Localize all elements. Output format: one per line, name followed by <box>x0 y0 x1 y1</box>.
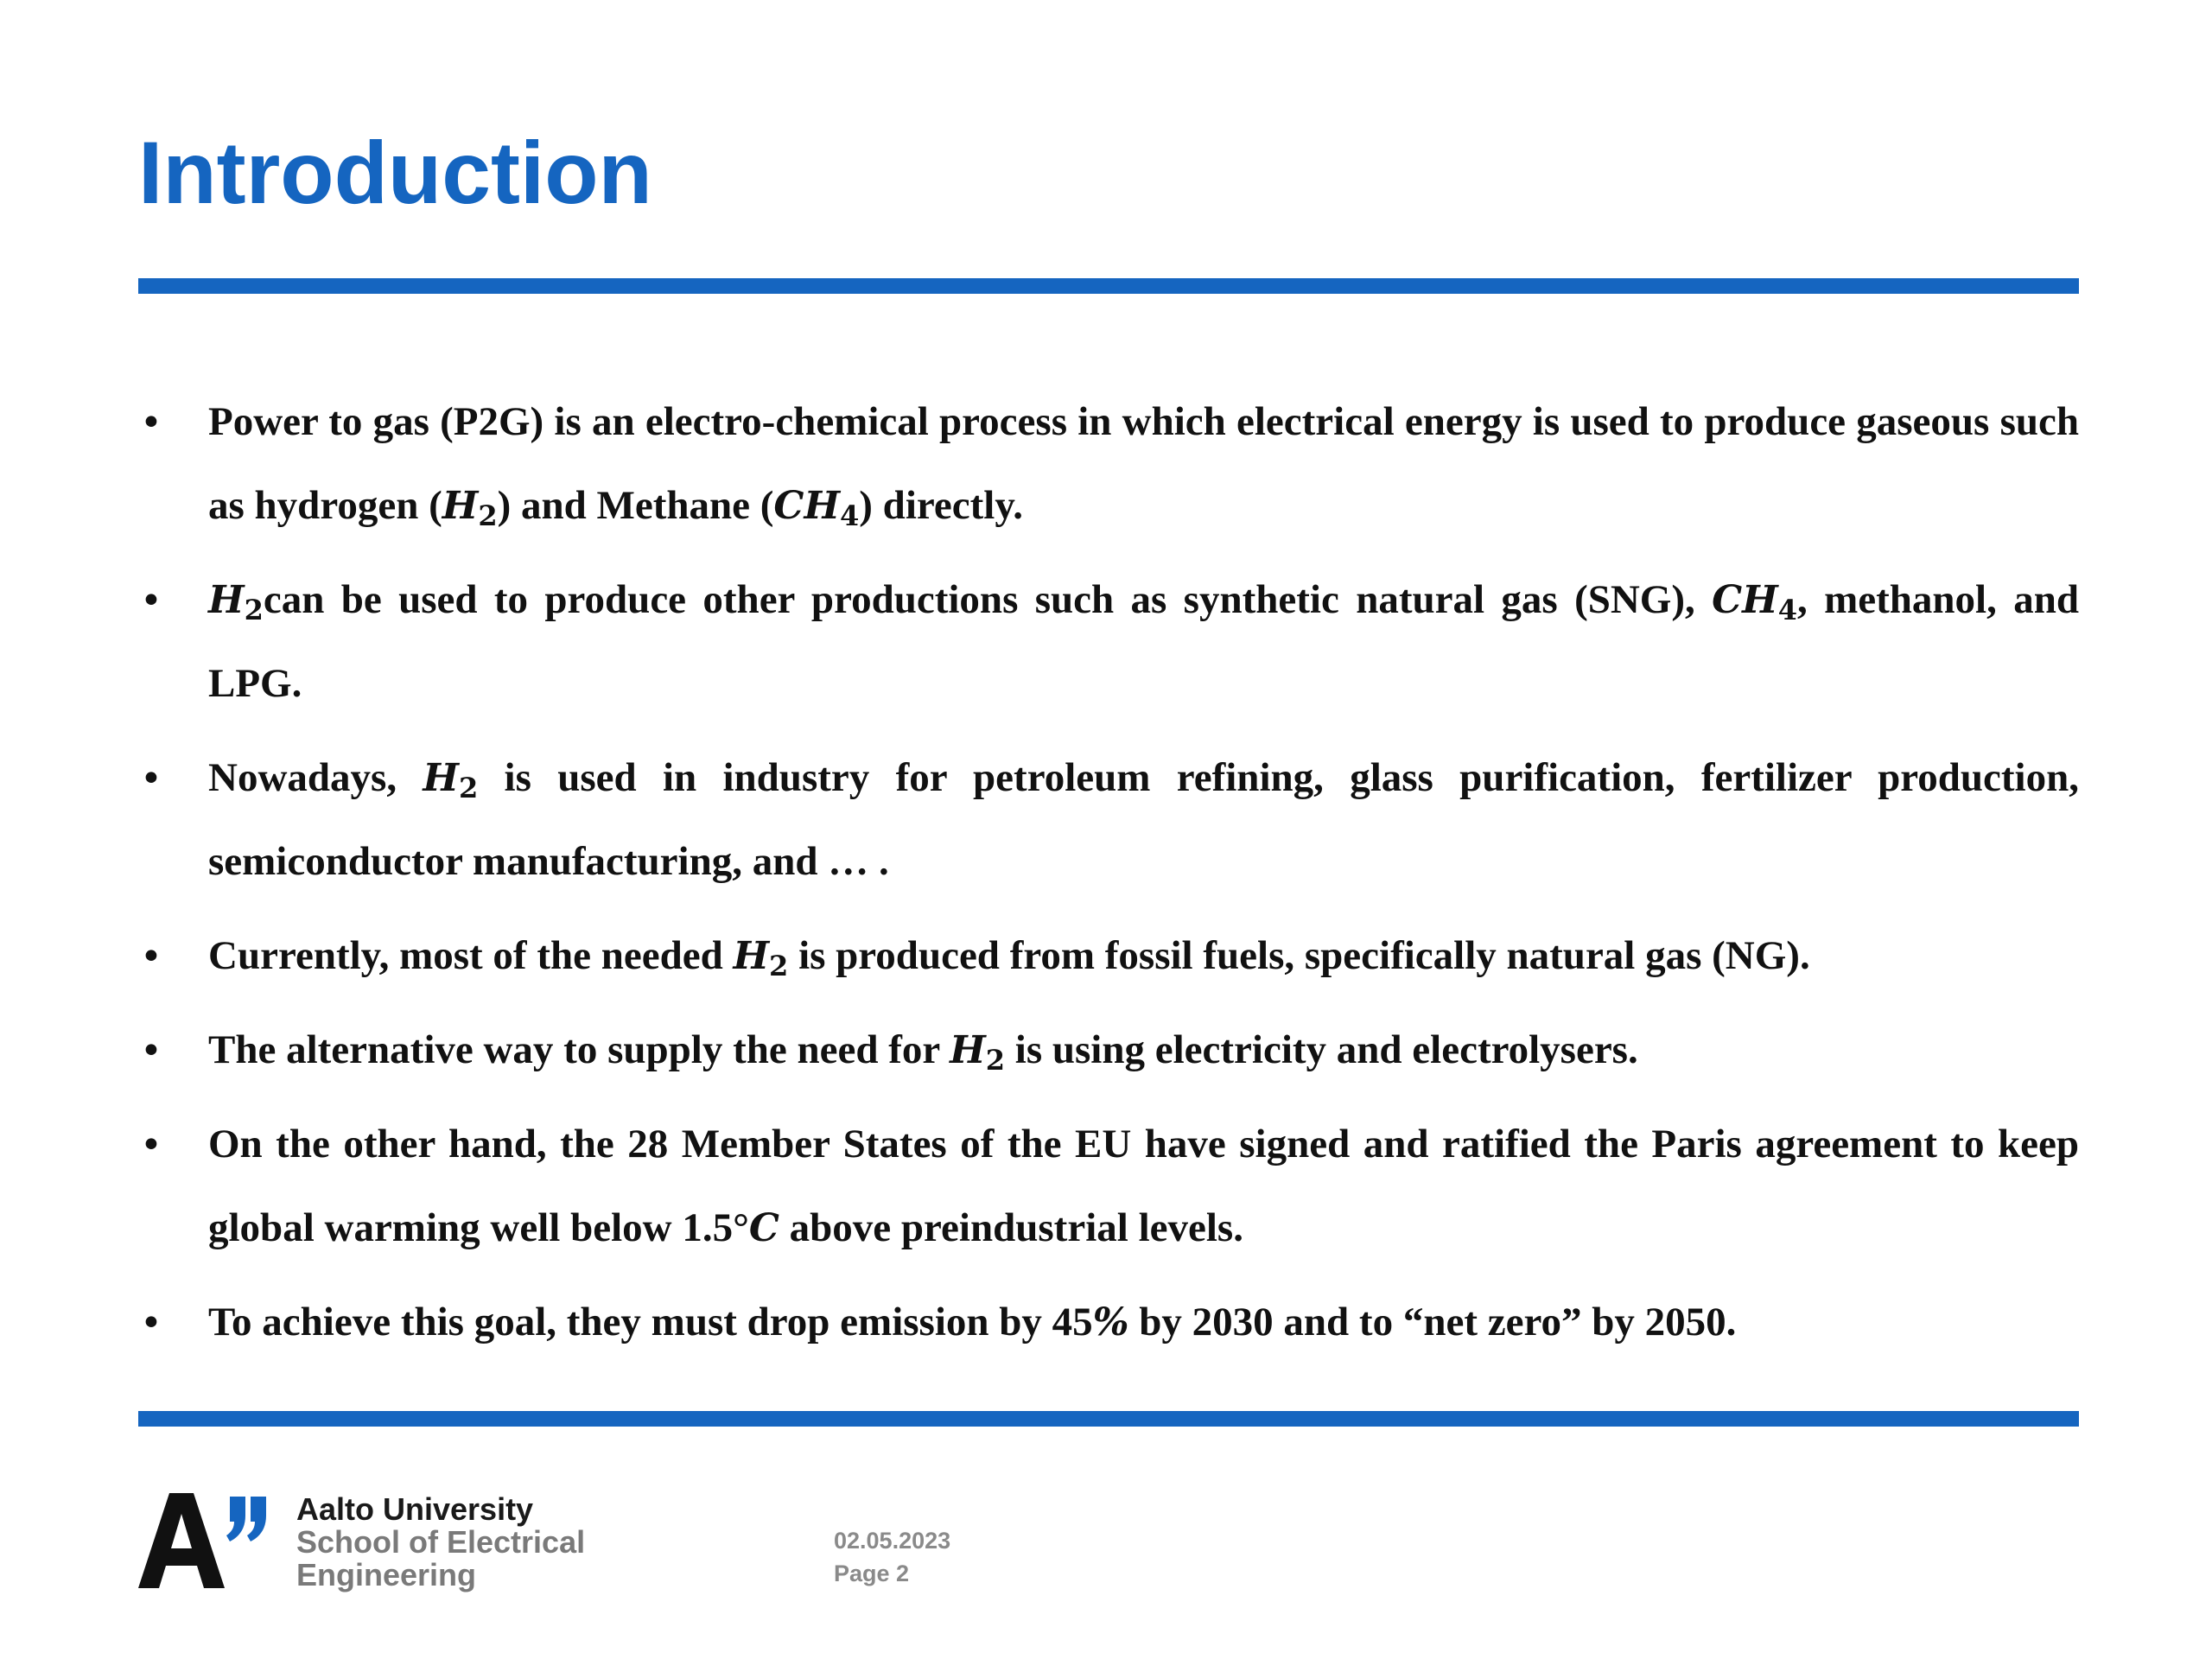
bullet-dot: • <box>143 1122 159 1166</box>
bullet-text: $H_2can$ be used to produce other productions such as synthetic natural gas (SNG), $CH_4$, methanol, and LPG. <box>208 577 2079 706</box>
math-h2: $H_2$ <box>733 934 789 982</box>
bullet-text: Currently, most of the needed $H_2$ is produced from fossil fuels, specifically natural gas (NG). <box>208 933 1810 982</box>
bullet-item <box>138 1008 2079 1092</box>
bullet-item <box>138 1281 2079 1364</box>
slide-title: Introduction <box>138 124 652 222</box>
school-name-line-2: Engineering <box>296 1557 477 1592</box>
bullet-text: On the other hand, the 28 Member States of the EU have signed and ratified the Paris agreement to keep global warming well below 1.5°C above preindustrial levels. <box>208 1122 2079 1250</box>
bullet-item <box>138 1103 2079 1270</box>
footer-meta <box>834 1524 950 1590</box>
bullet-item <box>138 914 2079 998</box>
bullet-dot: • <box>143 755 159 800</box>
math-h2: $H_2$ <box>442 484 498 532</box>
bullet-dot: • <box>143 1027 159 1072</box>
math-ch4: $CH_4$ <box>773 484 860 532</box>
bullet-text: Power to gas (P2G) is an electro-chemical process in which electrical energy is used to produce gaseous such as hydrogen $(H_2)$ and Methane $(CH_4)$ directly. <box>208 399 2079 532</box>
bullet-text: Nowadays, $H_2$ is used in industry for petroleum refining, glass purification, fertilizer production, semiconductor manufacturing, and … . <box>208 755 2079 884</box>
aalto-logo-icon <box>138 1493 268 1588</box>
bullet-item <box>138 380 2079 548</box>
bullet-dot: • <box>143 933 159 978</box>
school-name-line-1: School of Electrical <box>296 1524 586 1560</box>
math-h2: $H_2$ <box>950 1028 1006 1077</box>
university-name: Aalto University <box>296 1491 534 1527</box>
math-h2: $H_2$ <box>208 578 264 626</box>
bullet-dot: • <box>143 1300 159 1344</box>
math-ch4: $CH_4$ <box>1712 578 1797 626</box>
bullet-dot: • <box>143 399 159 444</box>
math-percent: % <box>1092 1300 1129 1344</box>
footer-page-number: Page 2 <box>834 1560 910 1586</box>
math-celsius: C <box>748 1206 779 1250</box>
bullet-item <box>138 558 2079 726</box>
bullet-dot: • <box>143 577 159 622</box>
math-h2: $H_2$ <box>423 756 479 804</box>
bullet-item <box>138 736 2079 904</box>
bullet-text: To achieve this goal, they must drop emission by 45% by 2030 and to “net zero” by 2050. <box>208 1300 1737 1344</box>
footer-date: 02.05.2023 <box>834 1528 951 1554</box>
bottom-divider <box>138 1411 2079 1427</box>
logo-wordmark <box>296 1493 585 1592</box>
bullet-text: The alternative way to supply the need for $H_2$ is using electricity and electrolysers. <box>208 1027 1638 1077</box>
top-divider <box>138 278 2079 294</box>
bullet-list <box>138 380 2079 1375</box>
